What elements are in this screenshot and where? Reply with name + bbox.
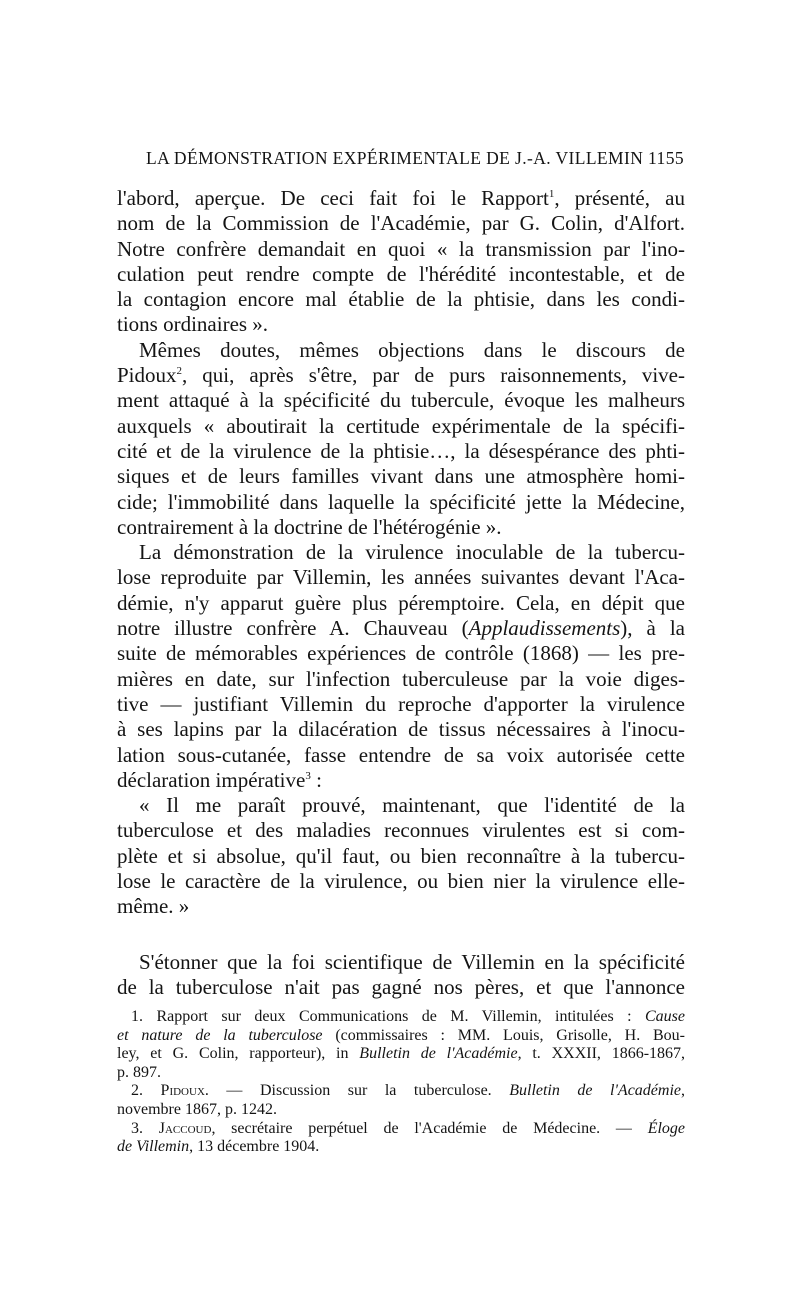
text-line: lose reproduite par Villemin, les années suivantes devant l'Aca- <box>117 565 685 590</box>
text-line: Mêmes doutes, mêmes objections dans le discours de <box>139 337 685 362</box>
text-line: lation sous-cutanée, fasse entendre de sa voix autorisée cette <box>117 742 685 767</box>
running-head <box>146 148 684 169</box>
text-line: Pidoux$^2$, qui, après s'être, par de purs raisonnements, vive- <box>117 363 685 388</box>
footnote-2-line: novembre 1867, p. 1242. <box>117 1100 277 1118</box>
text-line: contrairement à la doctrine de l'hétérogénie ». <box>117 514 502 539</box>
text-line: mières en date, sur l'infection tuberculeuse par la voie diges- <box>117 666 685 691</box>
text-line: à ses lapins par la dilacération de tissus nécessaires à l'inocu- <box>117 717 685 742</box>
footnote-3: 3. Jaccoud, secrétaire perpétuel de l'Académie de Médecine. — Éloge <box>131 1119 686 1137</box>
running-head-title: LA DÉMONSTRATION EXPÉRIMENTALE DE J.-A. VILLEMIN <box>146 148 644 168</box>
italic-applaudissements: Applaudissements <box>468 616 621 641</box>
text-line: auxquels « aboutirait la certitude expérimentale de la spécifi- <box>117 413 685 438</box>
text-line: suite de mémorables expériences de contrôle (1868) — les pre- <box>117 641 685 666</box>
text-line: tions ordinaires ». <box>117 312 269 337</box>
text-line: La démonstration de la virulence inoculable de la tubercu- <box>139 540 685 565</box>
quote-line: tuberculose et des maladies reconnues virulentes est si com- <box>117 818 685 843</box>
text-line: S'étonner que la foi scientifique de Villemin en la spécificité <box>139 949 685 974</box>
footnote-2: 2. Pidoux. — Discussion sur la tuberculose. Bulletin de l'Académie, <box>131 1082 686 1100</box>
text-line: la contagion encore mal établie de la phtisie, dans les condi- <box>117 287 685 312</box>
text-line: déclaration impérative$^3$ : <box>117 767 322 792</box>
footnote-1: 1. Rapport sur deux Communications de M. Villemin, intitulées : Cause <box>131 1008 685 1025</box>
text-line: nom de la Commission de l'Académie, par G. Colin, d'Alfort. <box>117 211 685 236</box>
page-number: 1155 <box>648 148 684 168</box>
text-line: cide; l'immobilité dans laquelle la spécificité jette la Médecine, <box>117 489 685 514</box>
paragraph-gap <box>117 920 685 950</box>
footnotes <box>117 1008 685 1157</box>
footnote-ref-3: 3 <box>305 769 311 782</box>
footnote-1-line: p. 897. <box>117 1063 161 1081</box>
text-line: ment attaqué à la spécificité du tubercule, évoque les malheurs <box>117 388 685 413</box>
text-line: cité et de la virulence de la phtisie…, la désespérance des phti- <box>117 438 685 463</box>
body-text <box>117 186 685 1000</box>
footnote-3-line: de Villemin, 13 décembre 1904. <box>117 1138 320 1156</box>
quote-line: plète et si absolue, qu'il faut, ou bien reconnaître à la tubercu- <box>117 843 685 868</box>
quote-line: lose le caractère de la virulence, ou bien nier la virulence elle- <box>117 869 685 894</box>
text-line: démie, n'y apparut guère plus péremptoire. Cela, en dépit que <box>117 590 685 615</box>
quote-line: même. » <box>117 894 190 919</box>
text-line: tive — justifiant Villemin du reproche d'apporter la virulence <box>117 691 685 716</box>
footnote-ref-2: 2 <box>176 365 183 378</box>
text-line: notre illustre confrère A. Chauveau (Applaudissements), à la <box>117 616 685 641</box>
text-line: l'abord, aperçue. De ceci fait foi le Rapport$^1$, présenté, au <box>117 186 685 210</box>
text-line: Notre confrère demandait en quoi « la transmission par l'ino- <box>117 236 685 261</box>
text-line: culation peut rendre compte de l'hérédité incontestable, et de <box>117 261 685 286</box>
text-line: de la tuberculose n'ait pas gagné nos pères, et que l'annonce <box>117 974 685 999</box>
footnote-1-line: et nature de la tuberculose (commissaires : MM. Louis, Grisolle, H. Bou- <box>117 1026 685 1044</box>
quote-line: « Il me paraît prouvé, maintenant, que l'identité de la <box>139 793 685 818</box>
footnote-1-line: ley, et G. Colin, rapporteur), in Bulletin de l'Académie, t. XXXII, 1866-1867, <box>117 1045 686 1063</box>
footnote-ref-1: 1 <box>548 188 555 200</box>
text-line: siques et de leurs familles vivant dans une atmosphère homi- <box>117 464 685 489</box>
